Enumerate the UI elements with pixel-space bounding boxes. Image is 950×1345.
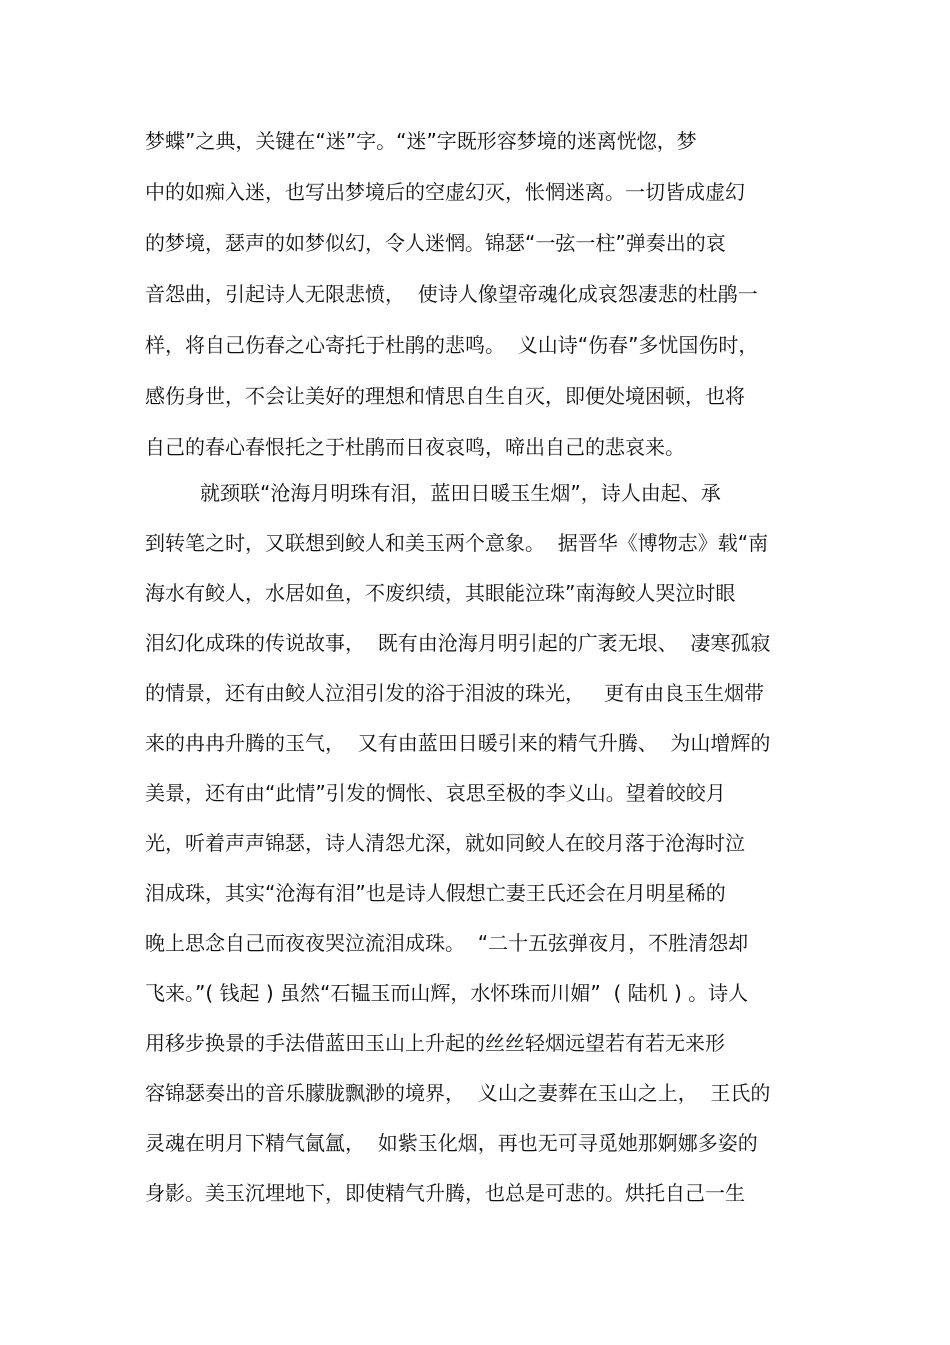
text-line: 海水有鲛人，水居如鱼，不废织绩，其眼能泣珠”南海鲛人哭泣时眼 xyxy=(145,581,736,605)
text-line: 光，听着声声锦瑟，诗人清怨尤深，就如同鲛人在皎月落于沧海时泣 xyxy=(145,831,745,855)
text-line: 到转笔之时，又联想到鲛人和美玉两个意象。 据晋华《博物志》载“南 xyxy=(145,531,769,555)
text-line: 泪幻化成珠的传说故事， 既有由沧海月明引起的广袤无垠、 凄寒孤寂 xyxy=(145,631,771,655)
text-line: 泪成珠，其实“沧海有泪”也是诗人假想亡妻王氏还会在月明星稀的 xyxy=(145,881,726,905)
paragraph-first-line: 就颈联“沧海月明珠有泪，蓝田日暖玉生烟”，诗人由起、承 xyxy=(200,481,721,505)
text-line: 自己的春心春恨托之于杜鹃而日夜哀鸣，啼出自己的悲哀来。 xyxy=(145,435,685,459)
text-line: 美景，还有由“此情”引发的惆怅、哀思至极的李义山。望着皎皎月 xyxy=(145,781,726,805)
text-line: 晚上思念自己而夜夜哭泣流泪成珠。 “二十五弦弹夜月，不胜清怨却 xyxy=(145,931,749,955)
text-line: 梦蝶”之典，关键在“迷”字。“迷”字既形容梦境的迷离恍惚，梦 xyxy=(145,129,697,153)
text-line: 中的如痴入迷，也写出梦境后的空虚幻灭，怅惘迷离。一切皆成虚幻 xyxy=(145,180,745,204)
text-line: 身影。美玉沉埋地下，即使精气升腾，也总是可悲的。烘托自己一生 xyxy=(145,1181,745,1205)
text-line: 的梦境，瑟声的如梦似幻，令人迷惘。锦瑟“一弦一柱”弹奏出的哀 xyxy=(145,231,726,255)
text-line: 感伤身世，不会让美好的理想和情思自生自灭，即便处境困顿，也将 xyxy=(145,384,745,408)
text-line: 用移步换景的手法借蓝田玉山上升起的丝丝轻烟远望若有若无来形 xyxy=(145,1031,725,1055)
text-line: 飞来。”( 钱起 ) 虽然“石韫玉而山辉，水怀珠而川媚” ( 陆机 ) 。诗人 xyxy=(145,981,749,1005)
text-line: 来的冉冉升腾的玉气， 又有由蓝田日暖引来的精气升腾、 为山增辉的 xyxy=(145,731,771,755)
text-line: 音怨曲，引起诗人无限悲愤， 使诗人像望帝魂化成哀怨凄悲的杜鹃一 xyxy=(145,282,758,306)
text-line: 灵魂在明月下精气氤氲， 如紫玉化烟，再也无可寻觅她那婀娜多姿的 xyxy=(145,1131,758,1155)
text-line: 容锦瑟奏出的音乐朦胧飘渺的境界， 义山之妻葬在玉山之上， 王氏的 xyxy=(145,1081,771,1105)
text-line: 的情景，还有由鲛人泣泪引发的浴于泪波的珠光， 更有由良玉生烟带 xyxy=(145,681,765,705)
text-line: 样，将自己伤春之心寄托于杜鹃的悲鸣。 义山诗“伤春”多忧国伤时， xyxy=(145,333,759,357)
